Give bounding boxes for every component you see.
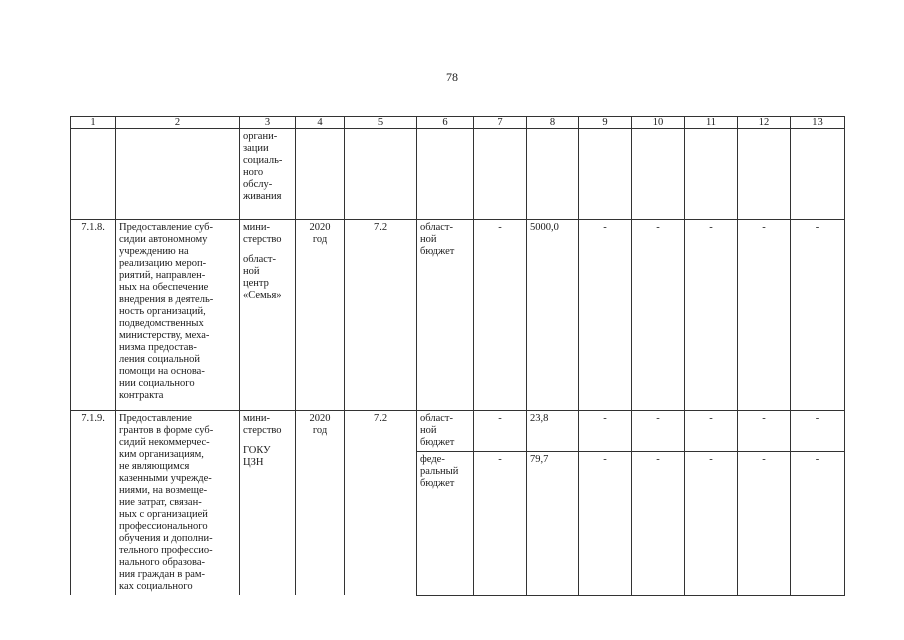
header-cell: 12 [738, 117, 791, 129]
executor-czn: ГОКУ ЦЗН [243, 445, 271, 468]
source-cell: област- ной бюджет [417, 411, 474, 452]
executor-ministry: мини- стерство [243, 222, 282, 245]
cell-empty [71, 129, 116, 220]
executor-cell: органи- зации социаль- ного обслу- живания [240, 129, 296, 220]
cell-empty [345, 129, 417, 220]
value-cell: - [579, 411, 632, 452]
value-cell: - [685, 452, 738, 595]
executor-cell [240, 220, 296, 411]
header-row [71, 117, 845, 129]
value-cell: - [685, 220, 738, 411]
item-number: 7.1.9. [71, 411, 116, 596]
executor-ministry: мини- стерство [243, 413, 282, 436]
value-cell: - [474, 411, 527, 452]
cell-empty [474, 129, 527, 220]
header-cell: 7 [474, 117, 527, 129]
cell-empty [417, 129, 474, 220]
value-cell: 23,8 [527, 411, 579, 452]
value-cell: - [579, 452, 632, 595]
value-cell: - [474, 220, 527, 411]
cell-empty [685, 129, 738, 220]
cell-empty [791, 129, 845, 220]
table-row-7-1-9 [71, 411, 845, 452]
value-cell: - [738, 452, 791, 595]
cell-empty [527, 129, 579, 220]
cell-empty [579, 129, 632, 220]
value-cell: - [791, 220, 845, 411]
value-cell: - [579, 220, 632, 411]
value-cell: 79,7 [527, 452, 579, 595]
page-number: 78 [446, 70, 458, 84]
header-cell: 13 [791, 117, 845, 129]
header-cell: 8 [527, 117, 579, 129]
table-row-continuation [71, 129, 845, 220]
year-cell: 2020 год [296, 220, 345, 411]
item-description: Предоставление грантов в форме суб- сидий некоммерчес- ким организациям, не являющимся казенными учрежде- ниями, на возмеще- ние затрат, связан- ных с организацией профессионального обучения и дополни- тельного профессио- нального образова- ния граждан в рам- ках социального [116, 411, 240, 596]
item-description: Предоставление суб- сидии автономному учреждению на реализацию мероп- риятий, направлен- ных на обеспечение внедрения в деятель- ность организаций, подведомственных министерству, меха- низма предостав- ления социальной помощи на основа- нии социального контракта [116, 220, 240, 411]
header-cell: 11 [685, 117, 738, 129]
executor-center: област- ной центр «Семья» [243, 254, 282, 301]
value-cell: - [791, 411, 845, 452]
header-cell: 3 [240, 117, 296, 129]
year-cell: 2020 год [296, 411, 345, 596]
value-cell: - [685, 411, 738, 452]
header-cell: 2 [116, 117, 240, 129]
executor-cell [240, 411, 296, 596]
ref-cell: 7.2 [345, 220, 417, 411]
value-cell: - [791, 452, 845, 595]
value-cell: - [738, 411, 791, 452]
header-cell: 1 [71, 117, 116, 129]
value-cell: - [632, 452, 685, 595]
value-cell: - [738, 220, 791, 411]
value-cell: 5000,0 [527, 220, 579, 411]
cell-empty [632, 129, 685, 220]
source-cell: област- ной бюджет [417, 220, 474, 411]
value-cell: - [632, 411, 685, 452]
header-cell: 5 [345, 117, 417, 129]
table-row-7-1-8 [71, 220, 845, 411]
cell-empty [116, 129, 240, 220]
ref-cell: 7.2 [345, 411, 417, 596]
header-cell: 6 [417, 117, 474, 129]
item-number: 7.1.8. [71, 220, 116, 411]
value-cell: - [632, 220, 685, 411]
header-cell: 10 [632, 117, 685, 129]
budget-table [70, 116, 845, 596]
header-cell: 9 [579, 117, 632, 129]
cell-empty [738, 129, 791, 220]
header-cell: 4 [296, 117, 345, 129]
cell-empty [296, 129, 345, 220]
source-cell: феде- ральный бюджет [417, 452, 474, 595]
value-cell: - [474, 452, 527, 595]
